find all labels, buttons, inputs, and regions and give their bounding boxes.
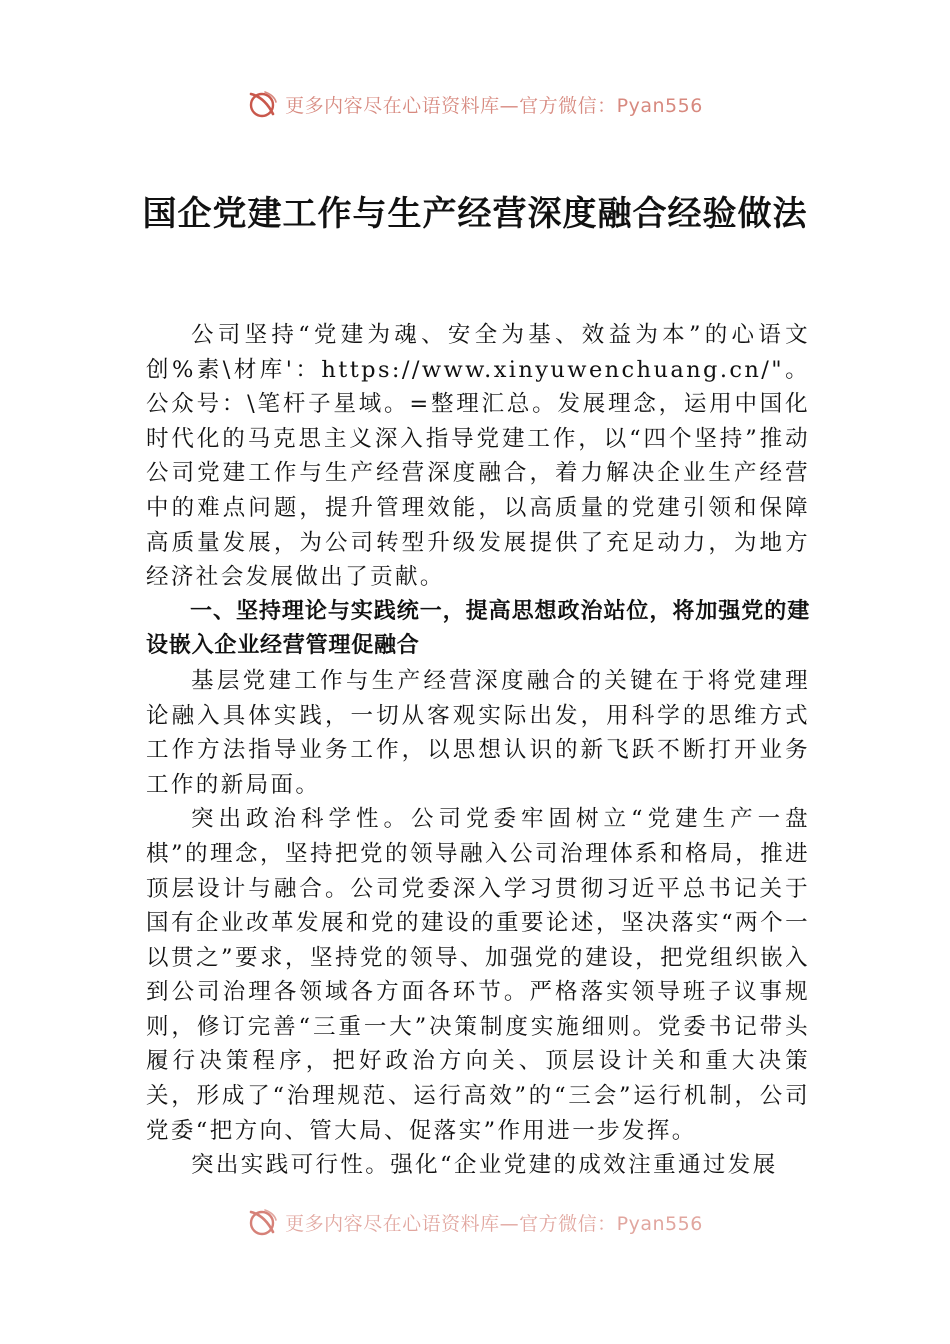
- body-paragraph: 突出实践可行性。强化“企业党建的成效注重通过发展: [191, 1152, 778, 1179]
- watermark-text: 更多内容尽在心语资料库—官方微信：Pyan556: [285, 94, 703, 117]
- document-body: [146, 318, 810, 1183]
- section-heading: 一、坚持理论与实践统一，提高思想政治站位，将加强党的建设嵌入企业经营管理促融合: [146, 598, 810, 659]
- quill-circle-logo-icon: [247, 88, 279, 120]
- header-watermark: [0, 86, 950, 122]
- body-paragraph: 突出政治科学性。公司党委牢固树立“党建生产一盘棋”的理念，坚持把党的领导融入公司治理体系和格局，推进顶层设计与融合。公司党委深入学习贯彻习近平总书记关于国有企业改革发展和党的建设的重要论述，坚决落实“两个一以贯之”要求，坚持党的领导、加强党的建设，把党组织嵌入到公司治理各领域各方面各环节。严格落实领导班子议事规则，修订完善“三重一大”决策制度实施细则。党委书记带头履行决策程序，把好政治方向关、顶层设计关和重大决策关，形成了“治理规范、运行高效”的“三会”运行机制，公司党委“把方向、管大局、促落实”作用进一步发挥。: [146, 806, 810, 1144]
- body-paragraph: 基层党建工作与生产经营深度融合的关键在于将党建理论融入具体实践，一切从客观实际出发，用科学的思维方式工作方法指导业务工作，以思想认识的新飞跃不断打开业务工作的新局面。: [146, 667, 810, 798]
- page-title: 国企党建工作与生产经营深度融合经验做法: [142, 194, 808, 234]
- watermark-text: 更多内容尽在心语资料库—官方微信：Pyan556: [285, 1212, 703, 1235]
- intro-paragraph: 公司坚持“党建为魂、安全为基、效益为本”的心语文创%素\材库'：https://www.xinyuwenchuang.cn/"。公众号：\笔杆子星域。=整理汇总。发展理念，运用中国化时代化的马克思主义深入指导党建工作，以“四个坚持”推动公司党建工作与生产经营深度融合，着力解决企业生产经营中的难点问题，提升管理效能，以高质量的党建引领和保障高质量发展，为公司转型升级发展提供了充足动力，为地方经济社会发展做出了贡献。: [146, 322, 810, 591]
- footer-watermark: [0, 1204, 950, 1240]
- quill-circle-logo-icon: [247, 1206, 279, 1238]
